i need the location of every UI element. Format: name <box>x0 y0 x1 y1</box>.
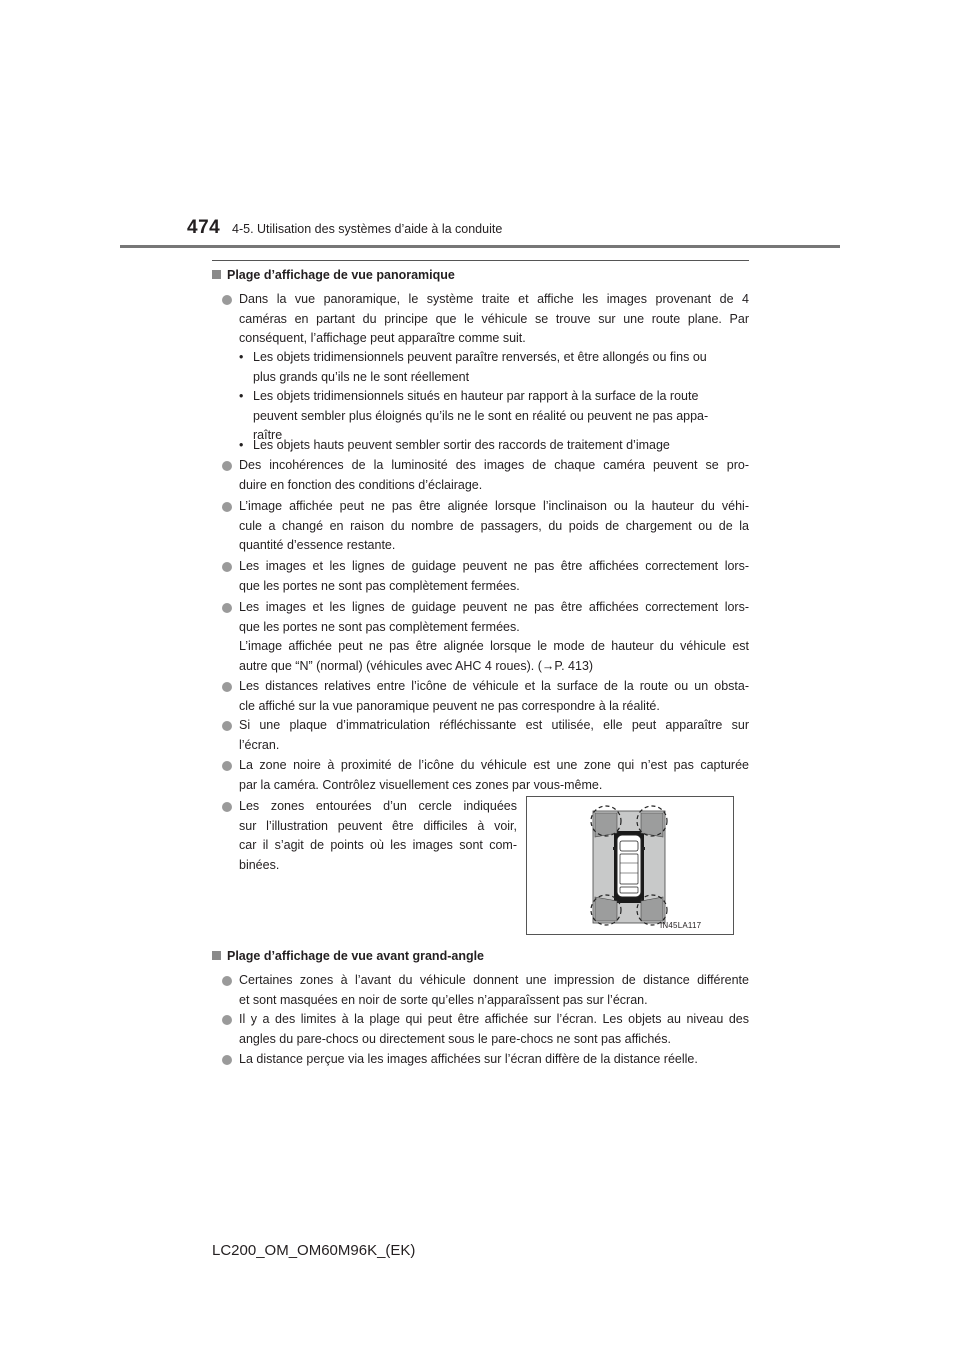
section-rule <box>212 260 749 261</box>
panoramic-view-diagram <box>527 797 733 934</box>
text-line: cule a changé en raison du nombre de passagers, du poids de chargement ou de la <box>239 518 749 533</box>
bullet-item <box>222 557 749 596</box>
text-line: Dans la vue panoramique, le système traite et affiche les images provenant de 4 <box>239 292 749 306</box>
figure-code: IN45LA117 <box>660 921 702 930</box>
vehicle-icon <box>613 835 645 897</box>
bullet-item <box>222 797 517 875</box>
text-line: que les portes ne sont pas complètement fermées. <box>239 578 520 593</box>
text-line: raître <box>253 428 283 442</box>
circle-bullet-icon <box>222 721 232 731</box>
text-line: caméras en partant du principe que le véhicule se trouve sur une route plane. Par <box>239 311 749 326</box>
text-line: sur l’illustration peuvent être difficiles à voir, <box>239 818 517 833</box>
heading-text: Plage d’affichage de vue panoramique <box>227 268 455 282</box>
text-line: l’écran. <box>239 737 280 752</box>
circle-bullet-icon <box>222 603 232 613</box>
circle-bullet-icon <box>222 461 232 471</box>
text-line: Les objets hauts peuvent sembler sortir des raccords de traitement d’image <box>253 438 670 452</box>
bullet-item <box>222 677 749 716</box>
text-line: Les zones entourées d’un cercle indiquées <box>239 799 517 813</box>
text-line: Des incohérences de la luminosité des images de chaque caméra peuvent se pro- <box>239 458 749 472</box>
text-line: conséquent, l’affichage peut apparaître comme suit. <box>239 331 526 345</box>
rear-left-patch <box>595 897 617 921</box>
circle-bullet-icon <box>222 1055 232 1065</box>
text-line: peuvent sembler plus éloignés qu’ils ne le sont en réalité ou peuvent ne pas appa- <box>253 408 709 423</box>
sub-bullet-mark: • <box>239 389 244 403</box>
section-title: 4-5. Utilisation des systèmes d’aide à la conduite <box>232 222 503 236</box>
text-line: Les objets tridimensionnels peuvent paraître renversés, et être allongés ou fins ou <box>253 350 707 364</box>
bullet-item <box>222 598 749 676</box>
text-line: plus grands qu’ils ne le sont réellement <box>253 369 470 384</box>
bullet-item <box>222 971 749 1010</box>
circle-bullet-icon <box>222 682 232 692</box>
text-line: angles du pare-chocs ou directement sous le pare-chocs ne sont pas affichés. <box>239 1031 671 1046</box>
text-line: Les objets tridimensionnels situés en hauteur par rapport à la surface de la route <box>253 389 699 403</box>
text-line: car il s’agit de points où les images sont com- <box>239 838 517 852</box>
bullet-item <box>222 716 749 755</box>
bullet-item <box>222 1010 749 1049</box>
circle-bullet-icon <box>222 976 232 986</box>
text-line: Les images et les lignes de guidage peuvent ne pas être affichées correctement lors- <box>239 600 749 614</box>
bullet-item <box>222 497 749 556</box>
text-line: L’image affichée peut ne pas être alignée lorsque le mode de hauteur du véhicule est <box>239 639 749 653</box>
text-line: et sont masquées en noir de sorte qu’elles n’apparaîssent pas sur l’écran. <box>239 992 648 1007</box>
text-line: Il y a des limites à la plage qui peut être affichée sur l’écran. Les objets au niveau des <box>239 1012 749 1026</box>
bullet-item <box>222 290 749 349</box>
sub-item <box>239 436 749 456</box>
text-line: Certaines zones à l’avant du véhicule donnent une impression de distance différente <box>239 973 749 987</box>
text-line: L’image affichée peut ne pas être alignée lorsque l’inclinaison ou la hauteur du véhi- <box>239 499 749 513</box>
text-line: Les distances relatives entre l’icône de véhicule et la surface de la route ou un obsta- <box>239 679 749 693</box>
bullet-item <box>222 756 749 795</box>
circle-bullet-icon <box>222 295 232 305</box>
circle-bullet-icon <box>222 562 232 572</box>
circle-bullet-icon <box>222 1015 232 1025</box>
text-line: Les images et les lignes de guidage peuvent ne pas être affichées correctement lors- <box>239 559 749 573</box>
bullet-item <box>222 456 749 495</box>
panoramic-view-illustration <box>526 796 734 935</box>
square-bullet-icon <box>212 270 221 279</box>
header-rule <box>120 245 840 248</box>
text-line: autre que “N” (normal) (véhicules avec AHC 4 roues). (→P. 413) <box>239 658 594 673</box>
heading-text: Plage d’affichage de vue avant grand-angle <box>227 949 485 963</box>
page-number: 474 <box>187 217 221 238</box>
circle-bullet-icon <box>222 502 232 512</box>
text-line: binées. <box>239 857 280 872</box>
sub-bullet-mark: • <box>239 438 244 452</box>
sub-item <box>239 348 749 387</box>
text-line: Si une plaque d’immatriculation réfléchissante est utilisée, elle peut apparaître sur <box>239 718 749 732</box>
text-line: duire en fonction des conditions d’éclairage. <box>239 477 483 492</box>
text-line: La zone noire à proximité de l’icône du véhicule est une zone qui n’est pas capturée <box>239 758 749 772</box>
sub-bullet-mark: • <box>239 350 244 364</box>
text-line: par la caméra. Contrôlez visuellement ces zones par vous-même. <box>239 777 603 792</box>
bullet-item <box>222 1050 749 1070</box>
text-line: cle affiché sur la vue panoramique peuvent ne pas correspondre à la réalité. <box>239 698 660 713</box>
section-heading-panoramic <box>212 268 455 282</box>
circle-bullet-icon <box>222 802 232 812</box>
rear-right-patch <box>641 897 663 921</box>
text-line: que les portes ne sont pas complètement fermées. <box>239 619 520 634</box>
circle-bullet-icon <box>222 761 232 771</box>
document-code: LC200_OM_OM60M96K_(EK) <box>212 1242 416 1259</box>
text-line: quantité d’essence restante. <box>239 538 396 552</box>
square-bullet-icon <box>212 951 221 960</box>
text-line: La distance perçue via les images affichées sur l’écran diffère de la distance réelle. <box>239 1052 698 1066</box>
section-heading-wide-angle <box>212 949 484 963</box>
